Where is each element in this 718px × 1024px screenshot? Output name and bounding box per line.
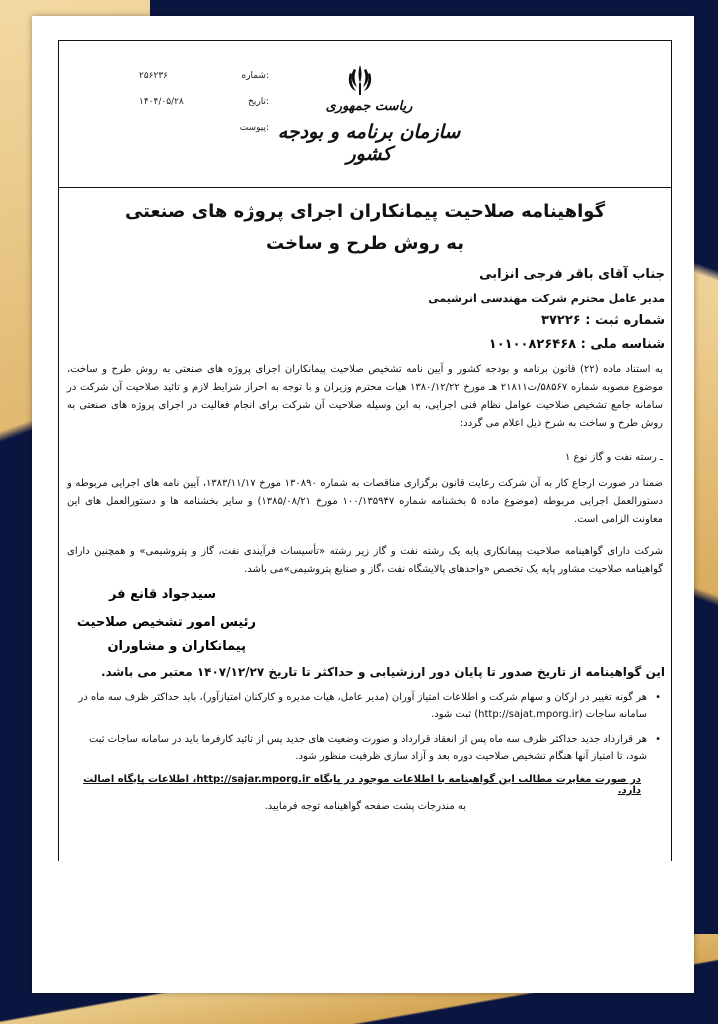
number-value: ۲۵۶۲۳۶ [139,71,169,81]
database-warning: در صورت مغایرت مطالب این گواهینامه با اطلاعات موجود در پایگاه http://sajar.mporg.ir، اطلاعات پایگاه اصالت دارد. [83,774,641,796]
signatory-name: سیدجواد قانع فر [108,587,216,602]
signatory-title-2: پیمانکاران و مشاوران [107,639,246,654]
note-item: • هر قرارداد جدید حداکثر ظرف سه ماه پس از انعقاد قرارداد و صورت وضعیت های جدید پس از تائید کارفرما باید در سامانه ساجات ثبت شود، تا امتیاز آنها هنگام تشخیص صلاحیت دوره بعد و آزاد سازی ظرفیت منظور شود. [73,731,663,765]
org-presidency: ریاست جمهوری [325,99,413,114]
addressee-position: مدیر عامل محترم شرکت مهندسی انرشیمی [428,292,665,305]
certificate-title-line1: گواهینامه صلاحیت پیمانکاران اجرای پروژه های صنعتی [124,201,606,222]
org-name: سازمان برنامه و بودجه کشور [277,121,461,165]
addressee-name: جناب آقای باقر فرجی انزابی [479,267,665,282]
grade-paragraph: شرکت دارای گواهینامه صلاحیت پیمانکاری پایه یک رشته نفت و گاز زیر رشته «تأسیسات فرآیندی نفت، گاز و پتروشیمی» و همچنین دارای گواهینامه صلاحیت مشاور پایه یک تخصص «واحدهای پالایشگاه نفت ،گاز و صنایع پتروشیمی»می باشد. [67,546,663,575]
tender-law-paragraph: ضمنا در صورت ارجاع کار به آن شرکت رعایت قانون برگزاری مناقصات به شماره ۱۳۰۸۹۰ مورخ ۱۳۸۳/۱۱/۱۷، آیین نامه های اجرایی مربوطه و دستورالعمل اجرایی مربوطه (موضوع ماده ۵ بخشنامه شماره ۱۰۰/۱۳۵۹۴۷ مورخ ۱۳۸۵/۰۸/۲۱) و سایر بخشنامه ها و دستورالعمل های این معاونت الزامی است. [67,478,663,525]
signatory-title-1: رئیس امور تشخیص صلاحیت [76,615,256,630]
registration-number: شماره ثبت : ۳۷۲۲۶ [541,313,665,328]
letterhead [59,41,671,188]
certificate-body [58,40,672,861]
letter-meta [139,71,269,149]
validity-statement: این گواهینامه از تاریخ صدور تا پایان دور ارزشیابی و حداکثر تا تاریخ ۱۴۰۷/۱۲/۲۷ معتبر می باشد. [100,665,665,679]
national-id: شناسه ملی : ۱۰۱۰۰۸۲۶۴۶۸ [488,337,665,352]
date-label: تاریخ: [248,97,269,107]
certificate-title-line2: به روش طرح و ساخت [266,233,464,254]
date-value: ۱۴۰۴/۰۵/۲۸ [139,97,184,107]
iran-emblem-icon [346,63,374,97]
intro-paragraph: به استناد ماده (۲۲) قانون برنامه و بودجه کشور و آیین نامه تشخیص صلاحیت پیمانکاران اجرای پروژه های صنعتی به روش طرح و ساخت، موضوع مصوبه شماره ۵۸۵۶۷/ت۲۱۸۱۱ هـ مورخ ۱۳۸۰/۱۲/۲۲ هیات محترم وزیران و با توجه به احراز شرایط لازم و تائید صلاحیت آن شرکت در سامانه جامع تشخیص صلاحیت عوامل نظام فنی اجرایی، به این وسیله صلاحیت آن شرکت برای انجام فعالیت در اجرای پروژه های صنعتی به روش طرح و ساخت به شرح ذیل اعلام می گردد: [67,364,664,429]
attachment-label: پیوست: [239,123,269,133]
number-label: شماره: [241,71,269,81]
note-item: • هر گونه تغییر در ارکان و سهام شرکت و اطلاعات امتیاز آوران (مدیر عامل، هیات مدیره و کارکنان امتیازآور)، باید حداکثر ظرف سه ماه در سامانه ساجات (http://sajat.mporg.ir) ثبت شود. [73,689,663,723]
footer-note: به مندرجات پشت صفحه گواهینامه توجه فرمایید. [264,801,466,812]
certificate-page [32,16,694,993]
field-line: ـ رسته نفت و گاز نوع ۱ [564,452,663,463]
